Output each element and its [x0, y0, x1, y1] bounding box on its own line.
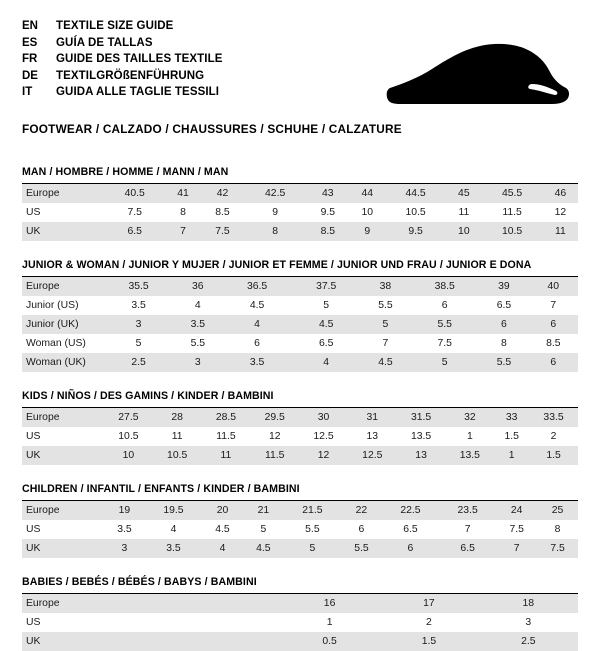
language-code: ES — [22, 35, 56, 52]
cell: 11.5 — [202, 427, 251, 446]
cell: 18 — [479, 594, 578, 613]
cell: 6 — [223, 334, 292, 353]
cell: 3 — [479, 613, 578, 632]
cell: 22 — [341, 501, 382, 520]
section-title: KIDS / NIÑOS / DES GAMINS / KINDER / BAMBINI — [22, 390, 578, 407]
cell: 9 — [244, 203, 305, 222]
cell: 5.5 — [479, 353, 528, 372]
cell: 7 — [439, 520, 496, 539]
cell: 6.5 — [479, 296, 528, 315]
language-row — [22, 18, 223, 35]
cell: 32 — [445, 408, 494, 427]
cell: 5 — [361, 315, 410, 334]
cell: 33.5 — [529, 408, 578, 427]
language-title-list — [22, 18, 223, 101]
cell: 4.5 — [361, 353, 410, 372]
cell: 2 — [379, 613, 478, 632]
row-label: Junior (UK) — [22, 315, 104, 334]
row-label: Europe — [22, 184, 104, 203]
language-title: TEXTILE SIZE GUIDE — [56, 18, 223, 35]
row-label: US — [22, 203, 104, 222]
cell: 3.5 — [104, 296, 173, 315]
cell: 8 — [165, 203, 200, 222]
cell: 1.5 — [379, 632, 478, 651]
cell: 41 — [165, 184, 200, 203]
cell: 6.5 — [292, 334, 361, 353]
row-label: Woman (US) — [22, 334, 104, 353]
cell: 5.5 — [410, 315, 479, 334]
table-row — [22, 222, 578, 241]
cell: 9.5 — [385, 222, 446, 241]
table-row — [22, 520, 578, 539]
row-label: UK — [22, 222, 104, 241]
cell: 5.5 — [361, 296, 410, 315]
language-code: DE — [22, 68, 56, 85]
table-row — [22, 446, 578, 465]
cell: 11.5 — [250, 446, 299, 465]
cell: 4 — [145, 520, 202, 539]
cell: 12.5 — [299, 427, 348, 446]
cell: 3.5 — [223, 353, 292, 372]
cell: 42 — [201, 184, 245, 203]
cell: 5 — [410, 353, 479, 372]
cell: 10 — [350, 203, 385, 222]
row-label: Europe — [22, 408, 104, 427]
cell: 11 — [202, 446, 251, 465]
cell: 7.5 — [537, 539, 578, 558]
cell: 12 — [250, 427, 299, 446]
cell: 3.5 — [104, 520, 145, 539]
row-label: UK — [22, 446, 104, 465]
cell: 11 — [543, 222, 578, 241]
cell: 4.5 — [202, 520, 243, 539]
cell: 16 — [280, 594, 379, 613]
cell: 31.5 — [397, 408, 446, 427]
row-label: UK — [22, 539, 104, 558]
cell: 8 — [479, 334, 528, 353]
cell: 31 — [348, 408, 397, 427]
cell: 5.5 — [341, 539, 382, 558]
table-row — [22, 353, 578, 372]
cell: 4 — [223, 315, 292, 334]
cell: 0.5 — [280, 632, 379, 651]
section-man — [22, 166, 578, 241]
cell: 21.5 — [284, 501, 341, 520]
cell: 6 — [479, 315, 528, 334]
cell: 8 — [537, 520, 578, 539]
cell: 5 — [104, 334, 173, 353]
table-row — [22, 632, 578, 651]
table-row — [22, 277, 578, 296]
cell: 8.5 — [201, 203, 245, 222]
size-table-body — [22, 501, 578, 558]
language-row — [22, 68, 223, 85]
cell: 20 — [202, 501, 243, 520]
language-code: FR — [22, 51, 56, 68]
size-table-babies — [22, 594, 578, 651]
cell: 19.5 — [145, 501, 202, 520]
cell: 40.5 — [104, 184, 165, 203]
cell: 28.5 — [202, 408, 251, 427]
cell: 17 — [379, 594, 478, 613]
cell: 5 — [292, 296, 361, 315]
cell: 10 — [446, 222, 481, 241]
dress-shoe-icon — [380, 38, 570, 113]
cell: 6 — [341, 520, 382, 539]
cell: 10.5 — [104, 427, 153, 446]
cell: 8 — [244, 222, 305, 241]
cell: 44 — [350, 184, 385, 203]
table-row — [22, 315, 578, 334]
cell: 10.5 — [385, 203, 446, 222]
row-label: Europe — [22, 594, 280, 613]
cell: 6 — [529, 315, 578, 334]
language-title: TEXTILGRÖßENFÜHRUNG — [56, 68, 223, 85]
section-kids — [22, 390, 578, 465]
section-title: JUNIOR & WOMAN / JUNIOR Y MUJER / JUNIOR ET FEMME / JUNIOR UND FRAU / JUNIOR E DONA — [22, 259, 578, 276]
cell: 7 — [361, 334, 410, 353]
cell: 36 — [173, 277, 222, 296]
section-children — [22, 483, 578, 558]
language-title: GUÍA DE TALLAS — [56, 35, 223, 52]
cell: 4 — [292, 353, 361, 372]
cell: 3 — [104, 315, 173, 334]
row-label: Europe — [22, 501, 104, 520]
cell: 1.5 — [494, 427, 529, 446]
cell: 12.5 — [348, 446, 397, 465]
cell: 38.5 — [410, 277, 479, 296]
cell: 44.5 — [385, 184, 446, 203]
cell: 6.5 — [439, 539, 496, 558]
cell: 3 — [104, 539, 145, 558]
cell: 37.5 — [292, 277, 361, 296]
row-label: US — [22, 613, 280, 632]
cell: 12 — [299, 446, 348, 465]
size-table-man — [22, 184, 578, 241]
cell: 10 — [104, 446, 153, 465]
cell: 7.5 — [410, 334, 479, 353]
cell: 4 — [202, 539, 243, 558]
size-table-children — [22, 501, 578, 558]
cell: 29.5 — [250, 408, 299, 427]
row-label: US — [22, 427, 104, 446]
cell: 9 — [350, 222, 385, 241]
cell: 30 — [299, 408, 348, 427]
size-table-body — [22, 408, 578, 465]
cell: 11 — [153, 427, 202, 446]
table-row — [22, 408, 578, 427]
cell: 13.5 — [397, 427, 446, 446]
cell: 1 — [445, 427, 494, 446]
cell: 3 — [173, 353, 222, 372]
cell: 11.5 — [481, 203, 542, 222]
cell: 1 — [494, 446, 529, 465]
cell: 22.5 — [382, 501, 439, 520]
cell: 39 — [479, 277, 528, 296]
language-code: EN — [22, 18, 56, 35]
table-row — [22, 184, 578, 203]
size-table-body — [22, 184, 578, 241]
cell: 2.5 — [479, 632, 578, 651]
row-label: Europe — [22, 277, 104, 296]
cell: 36.5 — [223, 277, 292, 296]
size-table-body — [22, 277, 578, 372]
section-title: CHILDREN / INFANTIL / ENFANTS / KINDER / BAMBINI — [22, 483, 578, 500]
cell: 11 — [446, 203, 481, 222]
row-label: UK — [22, 632, 280, 651]
cell: 45 — [446, 184, 481, 203]
cell: 7.5 — [104, 203, 165, 222]
cell: 46 — [543, 184, 578, 203]
cell: 25 — [537, 501, 578, 520]
cell: 45.5 — [481, 184, 542, 203]
cell: 6 — [410, 296, 479, 315]
cell: 2 — [529, 427, 578, 446]
cell: 21 — [243, 501, 284, 520]
cell: 13 — [348, 427, 397, 446]
cell: 28 — [153, 408, 202, 427]
language-code: IT — [22, 84, 56, 101]
cell: 19 — [104, 501, 145, 520]
table-row — [22, 296, 578, 315]
language-title: GUIDA ALLE TAGLIE TESSILI — [56, 84, 223, 101]
category-line: FOOTWEAR / CALZADO / CHAUSSURES / SCHUHE / CALZATURE — [22, 122, 578, 136]
cell: 3.5 — [145, 539, 202, 558]
language-row — [22, 84, 223, 101]
cell: 7.5 — [496, 520, 537, 539]
cell: 4.5 — [223, 296, 292, 315]
cell: 23.5 — [439, 501, 496, 520]
cell: 6 — [529, 353, 578, 372]
cell: 7 — [165, 222, 200, 241]
cell: 38 — [361, 277, 410, 296]
size-table-junior-woman — [22, 277, 578, 372]
cell: 4.5 — [243, 539, 284, 558]
cell: 5.5 — [284, 520, 341, 539]
cell: 1 — [280, 613, 379, 632]
cell: 5 — [243, 520, 284, 539]
language-title-body — [22, 18, 223, 101]
table-row — [22, 427, 578, 446]
cell: 43 — [306, 184, 350, 203]
cell: 1.5 — [529, 446, 578, 465]
cell: 6 — [382, 539, 439, 558]
table-row — [22, 613, 578, 632]
cell: 8.5 — [306, 222, 350, 241]
table-row — [22, 501, 578, 520]
table-row — [22, 594, 578, 613]
table-row — [22, 203, 578, 222]
cell: 35.5 — [104, 277, 173, 296]
cell: 7 — [529, 296, 578, 315]
table-row — [22, 539, 578, 558]
section-title: BABIES / BEBÉS / BÉBÉS / BABYS / BAMBINI — [22, 576, 578, 593]
cell: 13 — [397, 446, 446, 465]
cell: 10.5 — [153, 446, 202, 465]
section-junior-woman — [22, 259, 578, 372]
cell: 10.5 — [481, 222, 542, 241]
size-table-body — [22, 594, 578, 651]
cell: 12 — [543, 203, 578, 222]
table-row — [22, 334, 578, 353]
cell: 40 — [529, 277, 578, 296]
row-label: Junior (US) — [22, 296, 104, 315]
row-label: US — [22, 520, 104, 539]
cell: 4.5 — [292, 315, 361, 334]
cell: 7 — [496, 539, 537, 558]
language-title: GUIDE DES TAILLES TEXTILE — [56, 51, 223, 68]
section-babies — [22, 576, 578, 651]
cell: 4 — [173, 296, 222, 315]
cell: 7.5 — [201, 222, 245, 241]
cell: 13.5 — [445, 446, 494, 465]
row-label: Woman (UK) — [22, 353, 104, 372]
cell: 6.5 — [104, 222, 165, 241]
cell: 33 — [494, 408, 529, 427]
section-title: MAN / HOMBRE / HOMME / MANN / MAN — [22, 166, 578, 183]
cell: 24 — [496, 501, 537, 520]
language-row — [22, 35, 223, 52]
cell: 5.5 — [173, 334, 222, 353]
cell: 6.5 — [382, 520, 439, 539]
document-header — [22, 18, 578, 110]
size-table-kids — [22, 408, 578, 465]
cell: 8.5 — [529, 334, 578, 353]
cell: 27.5 — [104, 408, 153, 427]
cell: 42.5 — [244, 184, 305, 203]
cell: 3.5 — [173, 315, 222, 334]
cell: 9.5 — [306, 203, 350, 222]
cell: 5 — [284, 539, 341, 558]
cell: 2.5 — [104, 353, 173, 372]
language-row — [22, 51, 223, 68]
